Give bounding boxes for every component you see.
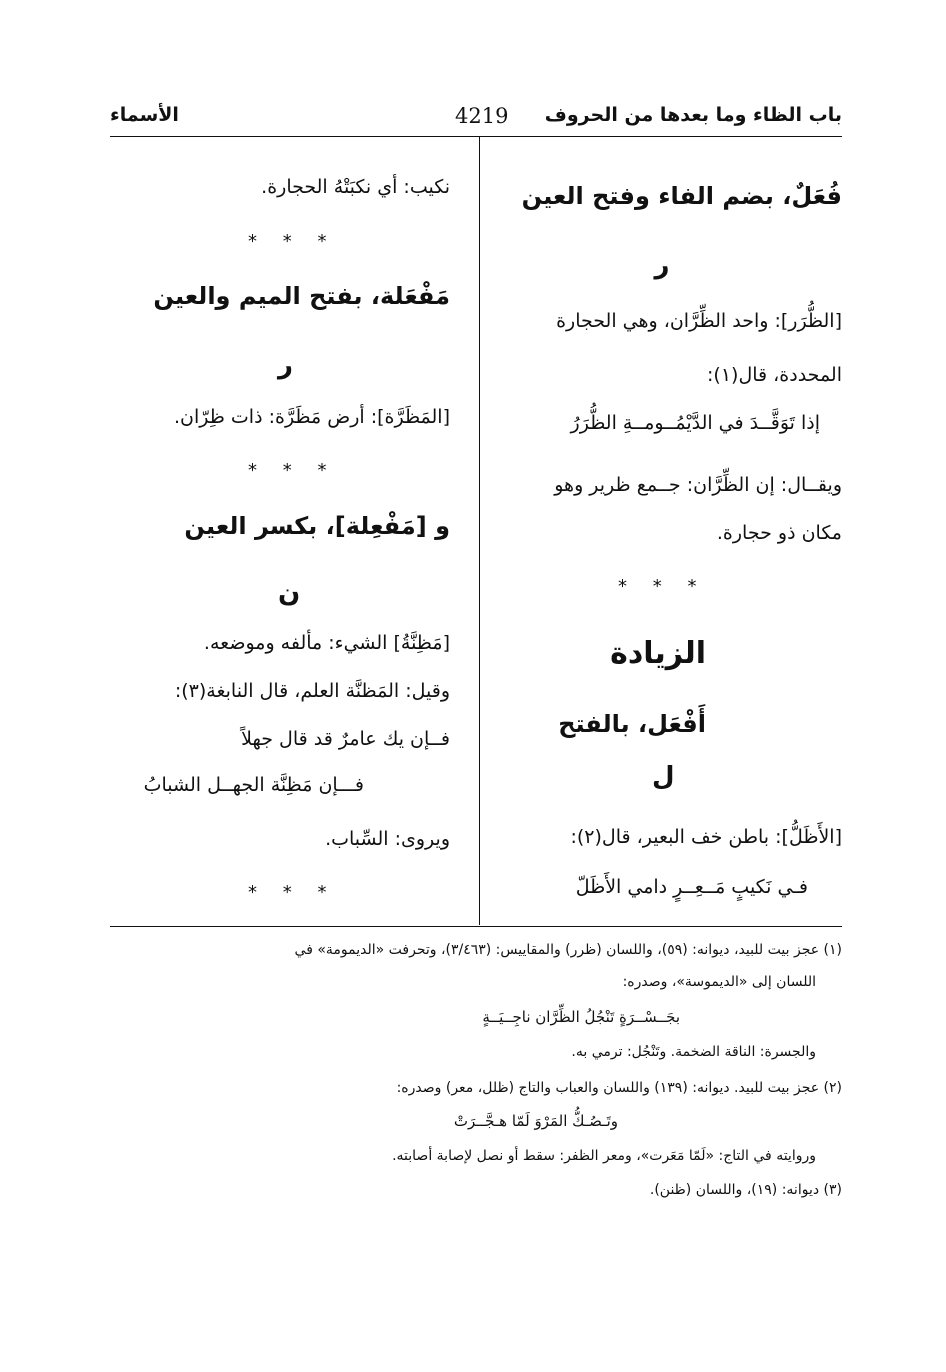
- left-heading-mafala: مَفْعَلة، بفتح الميم والعين: [153, 282, 450, 310]
- entry-zurar-line4: مكان ذو حجارة.: [716, 522, 842, 544]
- entry-zurar-line2: المحددة، قال(١):: [706, 364, 842, 386]
- right-heading-fual: فُعَلٌ، بضم الفاء وفتح العين: [521, 182, 842, 210]
- header-rule: [110, 136, 842, 137]
- left-root-nun: ن: [278, 578, 301, 608]
- footnote-1-line1: (١) عجز بيت للبيد، ديوانه: (٥٩)، واللسان (ظرر) والمقاييس: (٣/٤٦٣)، وتحرفت «الديمومة» في: [294, 942, 842, 958]
- variant-reading: ويروى: السِّباب.: [325, 828, 450, 850]
- left-line-nakib: نكيب: أي نكبَتْهُ الحجارة.: [261, 176, 450, 198]
- separator-stars: * * *: [248, 882, 337, 903]
- entry-mazarra: [المَظَرَّة]: أرض مَظَرَّة: ذات ظِرّان.: [174, 406, 450, 428]
- entry-mazinna-line1: [مَظِنَّةُ] الشيء: مألفه وموضعه.: [203, 632, 450, 654]
- right-root-lam: ل: [652, 762, 675, 792]
- left-heading-mafila: و [مَفْعِلة]، بكسر العين: [184, 512, 450, 540]
- footnote-rule: [110, 926, 842, 927]
- right-root-ra: ر: [654, 250, 670, 280]
- heading-ziyada: الزيادة: [610, 636, 706, 671]
- entry-azall: [الأَظَلُّ]: باطن خف البعير، قال(٢):: [570, 826, 842, 848]
- verse-nabigha-b: فـــإن مَظِنَّة الجهــل الشبابُ: [143, 774, 364, 796]
- verse-nabigha-a: فــإن يك عامرٌ قد قال جهلاً: [241, 728, 450, 750]
- right-heading-afal: أَفْعَل، بالفتح: [558, 710, 706, 738]
- footnote-2-line1: (٢) عجز بيت للبيد. ديوانه: (١٣٩) واللسان والعباب والتاج (ظلل، معر) وصدره:: [396, 1080, 842, 1096]
- left-root-ra: ر: [278, 350, 293, 380]
- separator-stars: * * *: [248, 460, 337, 481]
- footnote-1-gloss: والجسرة: الناقة الضخمة. وتَنْجُل: ترمي به.: [571, 1044, 816, 1060]
- section-title: الأسماء: [110, 104, 179, 126]
- footnote-3-line1: (٣) ديوانه: (١٩)، واللسان (ظنن).: [649, 1182, 842, 1198]
- footnote-1-verse: بجَــسْــرَةٍ تَنْجُلُ الظِّرَّان ناجِــيَــةٍ: [482, 1008, 680, 1026]
- verse-zurar: إذا تَوَقَّــدَ في الدَّيْمُــومــةِ الظُّرَرُ: [570, 412, 820, 434]
- separator-stars: * * *: [618, 576, 707, 597]
- footnote-2-verse: وتَـصُـكُّ المَرْوَ لَمّا هـجَّــرَتْ: [453, 1112, 618, 1130]
- page-number: 4219: [455, 104, 509, 128]
- footnote-1-line2: اللسان إلى «الديموسة»، وصدره:: [622, 974, 816, 990]
- verse-azall: فـي نَكيبٍ مَــعِــرٍ دامي الأَظَلّ: [575, 876, 808, 898]
- entry-zurar-line3: ويقــال: إن الظِّرَّان: جــمع ظرير وهو: [554, 474, 842, 496]
- separator-stars: * * *: [248, 231, 337, 252]
- column-divider: [479, 137, 480, 925]
- chapter-title: باب الظاء وما بعدها من الحروف: [544, 104, 842, 126]
- entry-zurar-line1: [الظُّرَر]: واحد الظِّرَّان، وهي الحجارة: [556, 310, 842, 332]
- footnote-2-line2: وروايته في التاج: «لَمّا مَعَرت»، ومعر الظفر: سقط أو نصل لإصابة أصابته.: [392, 1148, 816, 1164]
- entry-mazinna-line2: وقيل: المَظنَّة العلم، قال النابغة(٣):: [174, 680, 450, 702]
